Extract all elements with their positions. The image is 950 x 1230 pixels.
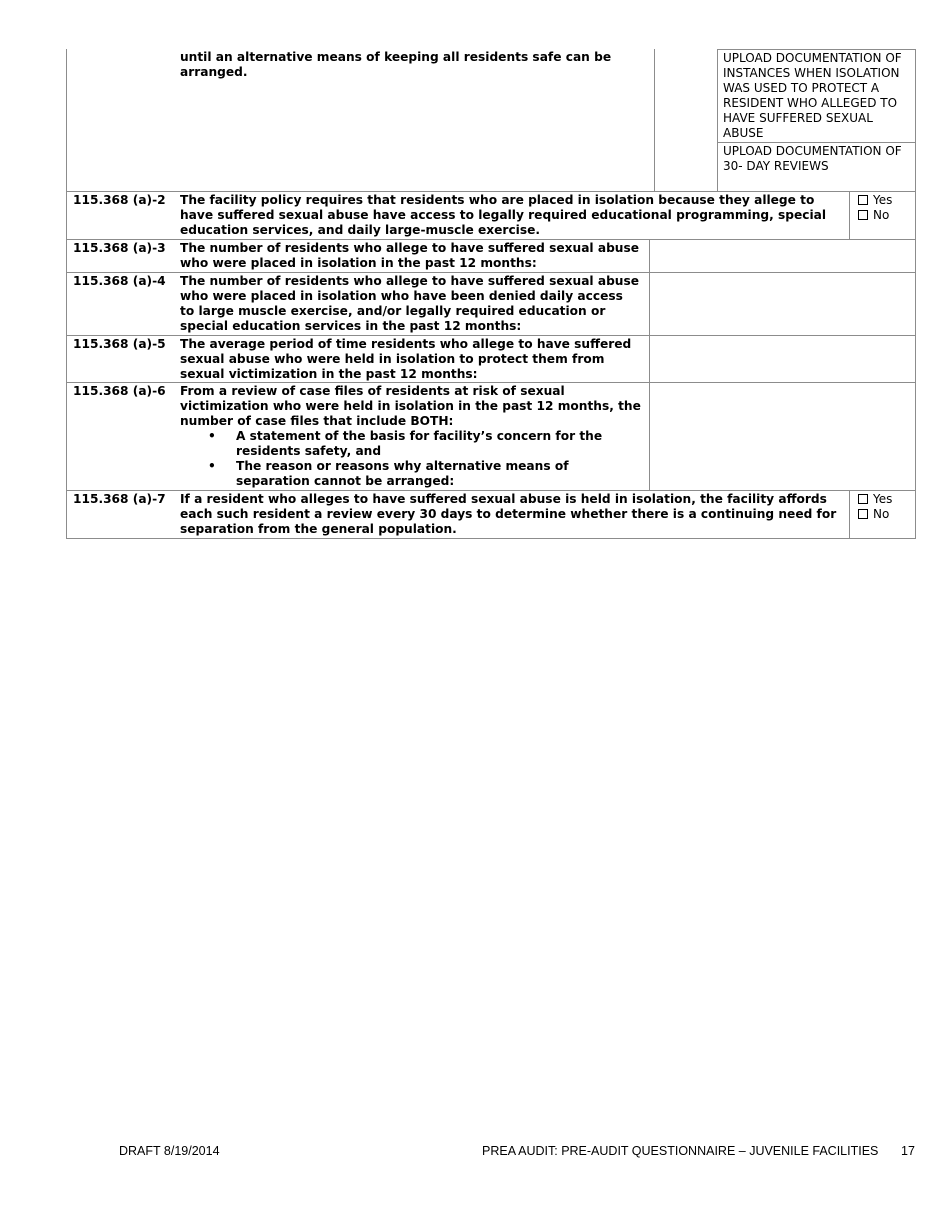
yes-option[interactable] xyxy=(858,193,892,208)
answer-field[interactable] xyxy=(650,336,915,382)
question-text: The number of residents who allege to have suffered sexual abuse who were placed in isolation in the past 12 months: xyxy=(180,241,639,270)
question-id: 115.368 (a)-6 xyxy=(73,384,166,398)
question-id: 115.368 (a)-5 xyxy=(73,337,166,351)
question-id: 115.368 (a)-4 xyxy=(73,274,166,288)
question-text: The number of residents who allege to have suffered sexual abuse who were placed in isolation who have been denied daily access to large muscle exercise, and/or legally required education or special education services in the past 12 months: xyxy=(180,274,639,333)
yes-checkbox[interactable] xyxy=(858,195,868,205)
no-label: No xyxy=(873,208,890,222)
upload-30-day-reviews[interactable]: UPLOAD DOCUMENTATION OF 30- DAY REVIEWS xyxy=(723,144,902,173)
footer-title: PREA AUDIT: PRE-AUDIT QUESTIONNAIRE – JUVENILE FACILITIES xyxy=(482,1144,879,1158)
no-checkbox[interactable] xyxy=(858,210,868,220)
question-text: The average period of time residents who allege to have suffered sexual abuse who were held in isolation to protect them from sexual victimization in the past 12 months: xyxy=(180,337,632,381)
question-block xyxy=(180,384,645,489)
answer-field[interactable] xyxy=(650,240,915,272)
yes-option[interactable] xyxy=(858,492,892,507)
question-id: 115.368 (a)-2 xyxy=(73,193,166,207)
question-text: From a review of case files of residents at risk of sexual victimization who were held in isolation in the past 12 months, the number of case files that include BOTH: xyxy=(180,384,641,428)
no-option[interactable] xyxy=(858,208,889,223)
row-sep-7 xyxy=(66,538,916,539)
answer-divider-a7 xyxy=(849,490,850,538)
yes-label: Yes xyxy=(873,193,893,207)
criteria-list xyxy=(180,429,645,489)
upload-box-mid xyxy=(717,142,916,143)
criteria-item: • A statement of the basis for facility’s concern for the residents safety, and xyxy=(180,429,645,459)
no-option[interactable] xyxy=(858,507,889,522)
top-row-divider-1 xyxy=(654,49,655,191)
question-id: 115.368 (a)-3 xyxy=(73,241,166,255)
question-id: 115.368 (a)-7 xyxy=(73,492,166,506)
answer-divider-a2 xyxy=(849,191,850,239)
footer-draft-date: DRAFT 8/19/2014 xyxy=(119,1144,220,1158)
row-sep-1 xyxy=(66,191,916,192)
no-checkbox[interactable] xyxy=(858,509,868,519)
answer-field[interactable] xyxy=(650,273,915,335)
no-label: No xyxy=(873,507,890,521)
upload-box-top xyxy=(717,49,916,50)
page-number: 17 xyxy=(901,1144,915,1158)
yes-label: Yes xyxy=(873,492,893,506)
answer-field[interactable] xyxy=(650,383,915,490)
yes-checkbox[interactable] xyxy=(858,494,868,504)
top-row-divider-2 xyxy=(717,49,718,191)
table-border-left xyxy=(66,49,67,539)
row-sep-6 xyxy=(66,490,916,491)
question-text: If a resident who alleges to have suffered sexual abuse is held in isolation, the facility affords each such resident a review every 30 days to determine whether there is a continuing need for separation from the general population. xyxy=(180,492,837,536)
table-border-right xyxy=(915,49,916,539)
question-text: The facility policy requires that residents who are placed in isolation because they allege to have suffered sexual abuse have access to legally required educational programming, special education services, and daily large-muscle exercise. xyxy=(180,193,827,237)
upload-isolation-documentation[interactable]: UPLOAD DOCUMENTATION OF INSTANCES WHEN ISOLATION WAS USED TO PROTECT A RESIDENT WHO ALLEGED TO HAVE SUFFERED SEXUAL ABUSE xyxy=(723,51,902,140)
criteria-item: • The reason or reasons why alternative means of separation cannot be arranged: xyxy=(180,459,645,489)
continued-question-text: until an alternative means of keeping all residents safe can be arranged. xyxy=(180,50,612,79)
